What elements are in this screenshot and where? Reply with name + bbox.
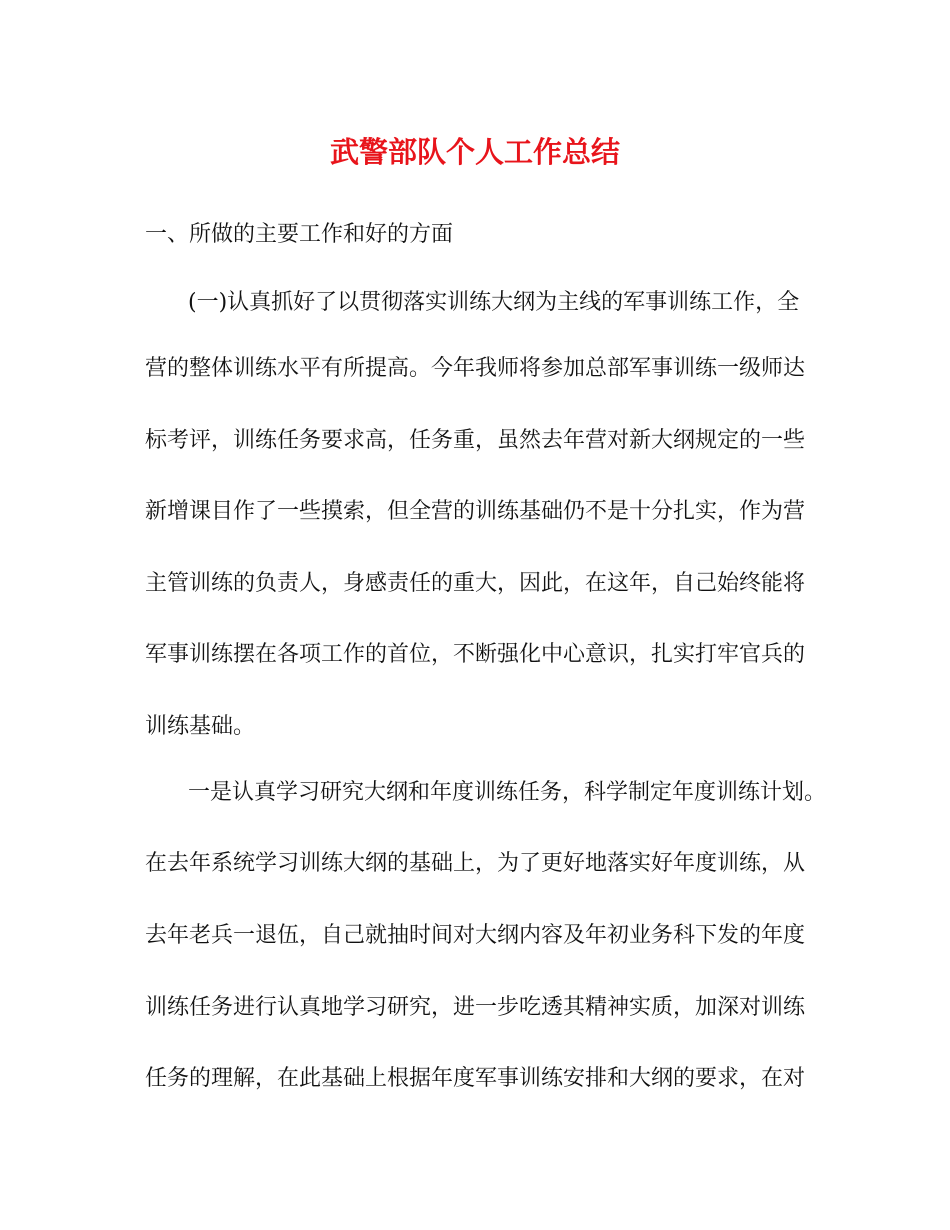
paragraph-line: 在去年系统学习训练大纲的基础上，为了更好地落实好年度训练，从 [145,851,806,876]
paragraph-line: 去年老兵一退伍，自己就抽时间对大纲内容及年初业务科下发的年度 [145,923,806,948]
paragraph-line: 任务的理解，在此基础上根据年度军事训练安排和大纲的要求，在对 [145,1066,806,1091]
paragraph-line: 一是认真学习研究大纲和年度训练任务，科学制定年度训练计划。 [188,780,827,805]
paragraph-line: 主管训练的负责人，身感责任的重大，因此，在这年，自己始终能将 [145,571,806,596]
document-title: 武警部队个人工作总结 [329,135,620,169]
paragraph-line: 军事训练摆在各项工作的首位，不断强化中心意识，扎实打牢官兵的 [145,642,806,667]
paragraph-line: 训练基础。 [145,714,256,739]
section-heading: 一、所做的主要工作和好的方面 [145,222,454,247]
paragraph-line: 标考评，训练任务要求高，任务重，虽然去年营对新大纲规定的一些 [145,428,806,453]
paragraph-line: 营的整体训练水平有所提高。今年我师将参加总部军事训练一级师达 [145,356,806,381]
paragraph-line: 训练任务进行认真地学习研究，进一步吃透其精神实质，加深对训练 [145,995,806,1020]
paragraph-line: (一)认真抓好了以贯彻落实训练大纲为主线的军事训练工作，全 [188,290,800,315]
paragraph-line: 新增课目作了一些摸索，但全营的训练基础仍不是十分扎实，作为营 [145,499,806,524]
